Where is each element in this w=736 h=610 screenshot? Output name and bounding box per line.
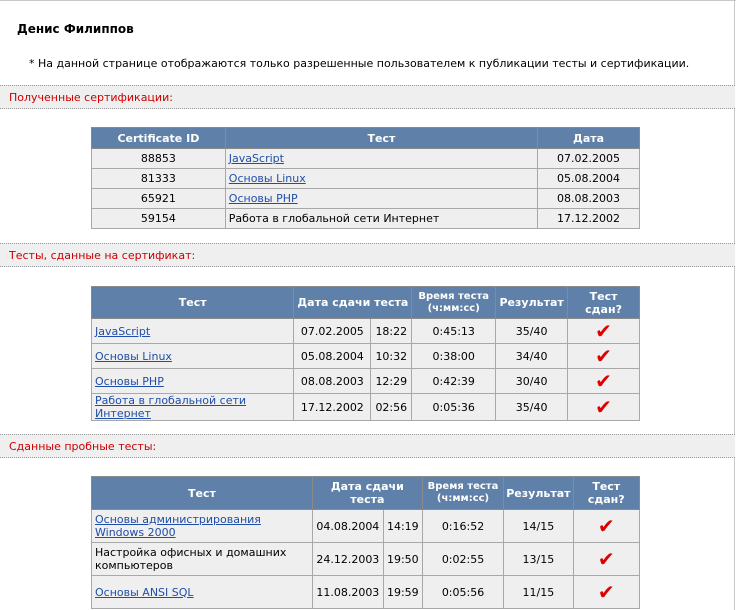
trial-tests-table xyxy=(91,476,640,609)
table-row xyxy=(92,149,640,169)
col-header-result: Результат xyxy=(496,287,568,319)
test-date: 24.12.2003 xyxy=(312,543,383,576)
test-link[interactable]: Основы администрирования Windows 2000 xyxy=(95,513,261,539)
test-link[interactable]: Работа в глобальной сети Интернет xyxy=(95,394,247,420)
test-cell xyxy=(92,543,313,576)
checkmark-icon: ✔ xyxy=(595,344,612,368)
test-cell xyxy=(92,319,294,344)
table-row xyxy=(92,369,640,394)
table-row xyxy=(92,209,640,229)
test-date: 17.12.2002 xyxy=(294,394,371,421)
section-title-certs: Полученные сертификации: xyxy=(9,91,173,104)
test-passed-cell xyxy=(568,344,640,369)
test-time: 10:32 xyxy=(371,344,412,369)
test-time: 19:50 xyxy=(383,543,422,576)
cert-id: 88853 xyxy=(92,149,226,169)
table-row xyxy=(92,319,640,344)
cert-test-cell xyxy=(225,149,537,169)
test-result: 14/15 xyxy=(504,510,573,543)
user-name: Денис Филиппов xyxy=(17,22,134,36)
test-date: 11.08.2003 xyxy=(312,576,383,609)
duration-label: Время теста xyxy=(418,290,490,302)
test-cell xyxy=(92,576,313,609)
checkmark-icon: ✔ xyxy=(597,514,615,538)
test-duration: 0:45:13 xyxy=(412,319,496,344)
section-header-trial-tests xyxy=(0,434,735,458)
table-row xyxy=(92,394,640,421)
duration-unit: (ч:мм:сс) xyxy=(436,493,490,504)
test-link[interactable]: Основы ANSI SQL xyxy=(95,585,194,599)
test-passed-cell xyxy=(568,369,640,394)
test-duration: 0:02:55 xyxy=(422,543,503,576)
test-result: 35/40 xyxy=(496,319,568,344)
test-cell xyxy=(92,344,294,369)
checkmark-icon: ✔ xyxy=(597,547,615,571)
certs-table xyxy=(91,127,640,229)
test-link[interactable]: Основы Linux xyxy=(228,172,306,185)
table-row xyxy=(92,576,640,609)
col-header-test: Тест xyxy=(92,477,313,510)
cert-date: 07.02.2005 xyxy=(538,149,640,169)
col-header-date: Дата xyxy=(538,128,640,149)
duration-unit: (ч:мм:сс) xyxy=(427,302,480,314)
test-link[interactable]: JavaScript xyxy=(228,152,284,165)
test-link[interactable]: JavaScript xyxy=(95,324,151,338)
checkmark-icon: ✔ xyxy=(595,319,612,343)
cert-id: 59154 xyxy=(92,209,226,229)
cert-id: 65921 xyxy=(92,189,226,209)
test-result: 34/40 xyxy=(496,344,568,369)
test-date: 07.02.2005 xyxy=(294,319,371,344)
col-header-cert-id: Certificate ID xyxy=(92,128,226,149)
table-row xyxy=(92,169,640,189)
table-row xyxy=(92,189,640,209)
section-header-cert-tests xyxy=(0,243,735,267)
table-row xyxy=(92,344,640,369)
cert-date: 08.08.2003 xyxy=(538,189,640,209)
col-header-passed: Тест сдан? xyxy=(568,287,640,319)
col-header-passed: Тест сдан? xyxy=(573,477,639,510)
checkmark-icon: ✔ xyxy=(597,580,615,604)
section-title-cert-tests: Тесты, сданные на сертификат: xyxy=(9,249,196,262)
cert-test-cell xyxy=(225,209,537,229)
checkmark-icon: ✔ xyxy=(595,369,612,393)
cert-date: 17.12.2002 xyxy=(538,209,640,229)
test-passed-cell xyxy=(573,543,639,576)
col-header-date: Дата сдачи теста xyxy=(312,477,422,510)
test-duration: 0:05:56 xyxy=(422,576,503,609)
test-result: 11/15 xyxy=(504,576,573,609)
test-time: 19:59 xyxy=(383,576,422,609)
col-header-duration xyxy=(412,287,496,319)
table-row xyxy=(92,510,640,543)
test-date: 04.08.2004 xyxy=(312,510,383,543)
test-link[interactable]: Основы Linux xyxy=(95,349,172,363)
col-header-duration xyxy=(422,477,503,510)
test-passed-cell xyxy=(573,510,639,543)
test-time: 18:22 xyxy=(371,319,412,344)
test-result: 30/40 xyxy=(496,369,568,394)
cert-tests-table xyxy=(91,286,640,421)
col-header-test: Тест xyxy=(92,287,294,319)
table-row xyxy=(92,543,640,576)
test-passed-cell xyxy=(568,319,640,344)
test-duration: 0:16:52 xyxy=(422,510,503,543)
cert-test-cell xyxy=(225,189,537,209)
test-duration: 0:38:00 xyxy=(412,344,496,369)
test-time: 14:19 xyxy=(383,510,422,543)
test-cell xyxy=(92,394,294,421)
col-header-test: Тест xyxy=(225,128,537,149)
test-duration: 0:42:39 xyxy=(412,369,496,394)
checkmark-icon: ✔ xyxy=(595,395,612,419)
test-time: 12:29 xyxy=(371,369,412,394)
test-link[interactable]: Основы PHP xyxy=(228,192,298,205)
test-cell xyxy=(92,369,294,394)
top-border xyxy=(0,0,736,1)
test-passed-cell xyxy=(573,576,639,609)
test-name: Работа в глобальной сети Интернет xyxy=(228,212,440,225)
test-result: 35/40 xyxy=(496,394,568,421)
test-date: 05.08.2004 xyxy=(294,344,371,369)
cert-test-cell xyxy=(225,169,537,189)
test-date: 08.08.2003 xyxy=(294,369,371,394)
col-header-date: Дата сдачи теста xyxy=(294,287,412,319)
cert-date: 05.08.2004 xyxy=(538,169,640,189)
section-title-trial-tests: Сданные пробные тесты: xyxy=(9,440,157,453)
privacy-note: * На данной странице отображаются только разрешенные пользователем к публикации тесты и сертификации. xyxy=(29,57,690,70)
test-passed-cell xyxy=(568,394,640,421)
test-name: Настройка офисных и домашних компьютеров xyxy=(95,546,287,572)
col-header-result: Результат xyxy=(504,477,573,510)
test-time: 02:56 xyxy=(371,394,412,421)
test-result: 13/15 xyxy=(504,543,573,576)
test-duration: 0:05:36 xyxy=(412,394,496,421)
cert-id: 81333 xyxy=(92,169,226,189)
section-header-certs xyxy=(0,85,735,109)
test-link[interactable]: Основы PHP xyxy=(95,374,164,388)
duration-label: Время теста xyxy=(427,481,499,492)
test-cell xyxy=(92,510,313,543)
